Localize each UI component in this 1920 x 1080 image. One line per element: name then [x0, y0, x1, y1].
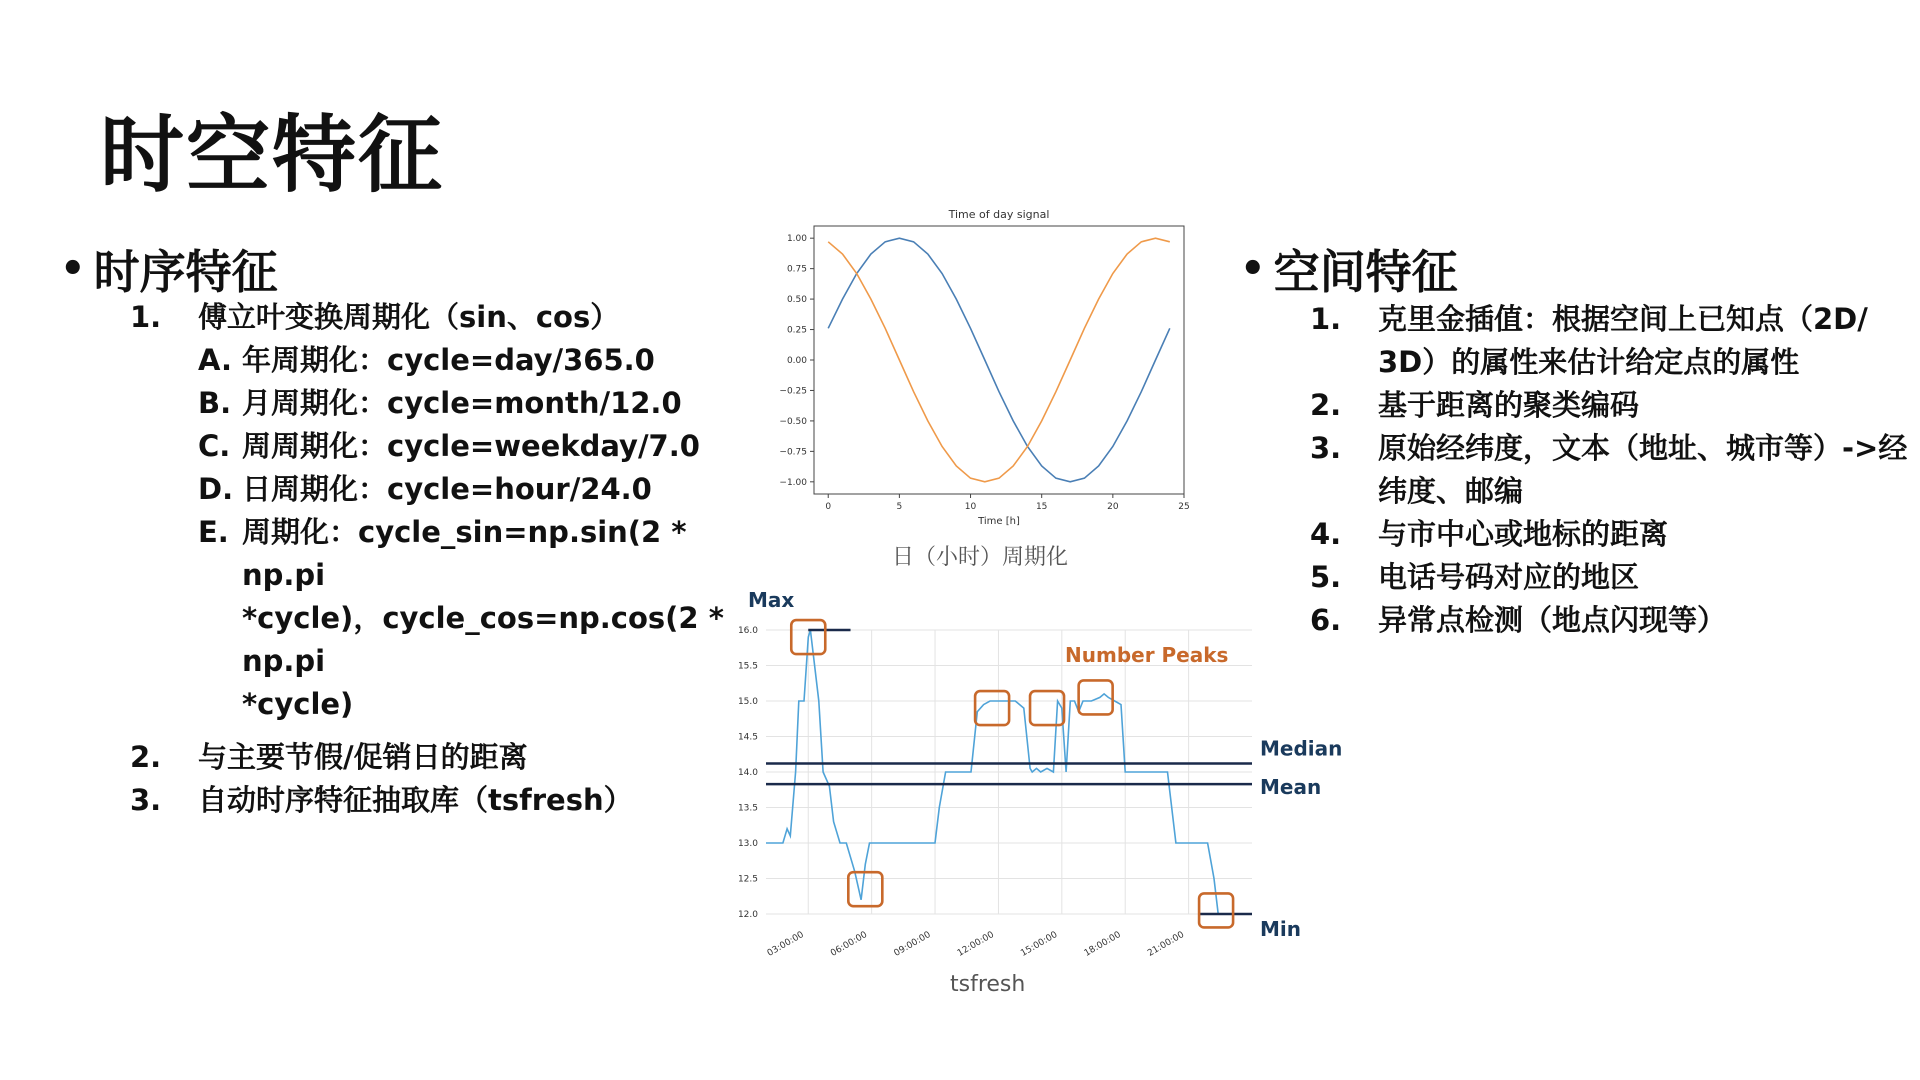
y-tick-label: 12.0 [737, 910, 758, 920]
list-item-continued [1310, 470, 1910, 513]
sub-item [130, 468, 770, 511]
list-item [1310, 384, 1910, 427]
y-tick-label: −0.75 [779, 447, 807, 458]
bullet-dot: • [1240, 246, 1266, 292]
y-tick-label: 0.00 [786, 356, 807, 366]
sub-label: D. [198, 472, 234, 506]
x-tick-label: 0 [825, 502, 832, 512]
item-number: 5. [1310, 560, 1342, 594]
chart2-caption: tsfresh [950, 972, 1026, 997]
sub-item [130, 339, 770, 382]
sub-text: 周周期化：cycle=weekday/7.0 [242, 429, 700, 463]
sub-label: A. [198, 343, 232, 377]
x-tick-label: 12:00:00 [955, 929, 996, 959]
list-item [130, 736, 770, 779]
item-number: 1. [1310, 302, 1342, 336]
item-text: 与主要节假/促销日的距离 [198, 740, 528, 774]
slide-title: 时空特征 [100, 106, 445, 204]
sub-label: E. [198, 515, 229, 549]
bullet-dot: • [60, 246, 86, 292]
y-tick-label: −0.25 [779, 386, 807, 397]
sub-text: 月周期化：cycle=month/12.0 [242, 386, 682, 420]
plot-frame [814, 226, 1184, 494]
time-of-day-chart [760, 200, 1200, 540]
item-text: 异常点检测（地点闪现等） [1378, 603, 1727, 637]
ref-label-median: Median [1260, 736, 1343, 761]
x-tick-label: 18:00:00 [1082, 929, 1123, 959]
ref-label-mean: Mean [1260, 775, 1322, 800]
item-text: 原始经纬度，文本（地址、城市等）->经 [1378, 431, 1908, 465]
ref-label-max: Max [748, 588, 795, 612]
x-tick-label: 15:00:00 [1019, 929, 1060, 959]
item-text: 傅立叶变换周期化（sin、cos） [198, 300, 620, 334]
peak-highlight-box [1030, 691, 1064, 725]
list-item [1310, 298, 1910, 341]
item-number: 2. [1310, 388, 1342, 422]
list-item [1310, 427, 1910, 470]
y-tick-label: 12.5 [737, 874, 758, 885]
sub-label: B. [198, 386, 232, 420]
right-heading [1240, 236, 1458, 302]
sub-text-continued: *cycle) [242, 687, 354, 721]
left-list [130, 296, 770, 822]
y-tick-label: 14.0 [737, 768, 758, 778]
y-tick-label: 13.5 [737, 803, 758, 814]
item-text: 与市中心或地标的距离 [1378, 517, 1669, 551]
y-tick-label: 13.0 [737, 839, 758, 849]
number-peaks-label: Number Peaks [1065, 643, 1229, 667]
ref-label-min: Min [1260, 917, 1301, 941]
y-tick-label: −1.00 [779, 477, 807, 488]
item-text: 基于距离的聚类编码 [1378, 388, 1640, 422]
x-tick-label: 25 [1178, 502, 1190, 512]
item-number: 3. [1310, 431, 1342, 465]
sub-text: 周期化：cycle_sin=np.sin(2 * np.pi [242, 515, 687, 592]
y-tick-label: 14.5 [737, 732, 758, 743]
list-item [130, 779, 770, 822]
series-line-2 [828, 238, 1170, 482]
x-tick-label: 10 [964, 502, 977, 512]
list-item-continued [1310, 341, 1910, 384]
item-number: 3. [130, 783, 162, 817]
x-tick-label: 15 [1035, 502, 1048, 512]
sub-text: 日周期化：cycle=hour/24.0 [242, 472, 652, 506]
sub-item [130, 511, 770, 597]
item-text: 3D）的属性来估计给定点的属性 [1378, 345, 1800, 379]
peak-highlight-box [848, 872, 882, 906]
x-tick-label: 20 [1107, 502, 1119, 512]
y-tick-label: 1.00 [786, 234, 807, 245]
left-heading-text: 时序特征 [93, 245, 278, 299]
y-tick-label: 15.5 [737, 661, 758, 672]
sub-text-continued: *cycle)，cycle_cos=np.cos(2 * np.pi [242, 601, 724, 678]
item-number: 2. [130, 740, 162, 774]
y-tick-label: −0.50 [779, 416, 807, 427]
sub-item [130, 382, 770, 425]
list-item [130, 296, 770, 339]
x-tick-label: 03:00:00 [765, 929, 806, 959]
right-heading-text: 空间特征 [1273, 245, 1458, 299]
sub-text: 年周期化：cycle=day/365.0 [242, 343, 655, 377]
item-number: 4. [1310, 517, 1342, 551]
list-item [1310, 513, 1910, 556]
x-tick-label: 06:00:00 [829, 929, 870, 959]
left-heading [60, 236, 278, 302]
x-tick-label: 21:00:00 [1146, 929, 1187, 959]
y-tick-label: 15.0 [737, 697, 758, 707]
item-text: 自动时序特征抽取库（tsfresh） [198, 783, 633, 817]
sub-item [130, 425, 770, 468]
y-tick-label: 16.0 [737, 626, 758, 636]
chart-title: Time of day signal [948, 208, 1050, 221]
x-tick-label: 09:00:00 [892, 929, 933, 959]
item-number: 1. [130, 300, 162, 334]
item-text: 克里金插值：根据空间上已知点（2D/ [1378, 302, 1868, 336]
x-axis-label: Time [h] [978, 516, 1020, 527]
series-line-1 [828, 238, 1170, 482]
y-tick-label: 0.75 [786, 264, 807, 275]
sub-label: C. [198, 429, 231, 463]
tsfresh-chart [730, 585, 1470, 970]
y-tick-label: 0.25 [786, 325, 807, 336]
item-text: 电话号码对应的地区 [1378, 560, 1640, 594]
item-text: 纬度、邮编 [1378, 474, 1524, 508]
x-tick-label: 5 [896, 502, 903, 512]
chart1-caption: 日（小时）周期化 [892, 545, 1069, 570]
item-number: 6. [1310, 603, 1342, 637]
y-tick-label: 0.50 [786, 295, 807, 306]
